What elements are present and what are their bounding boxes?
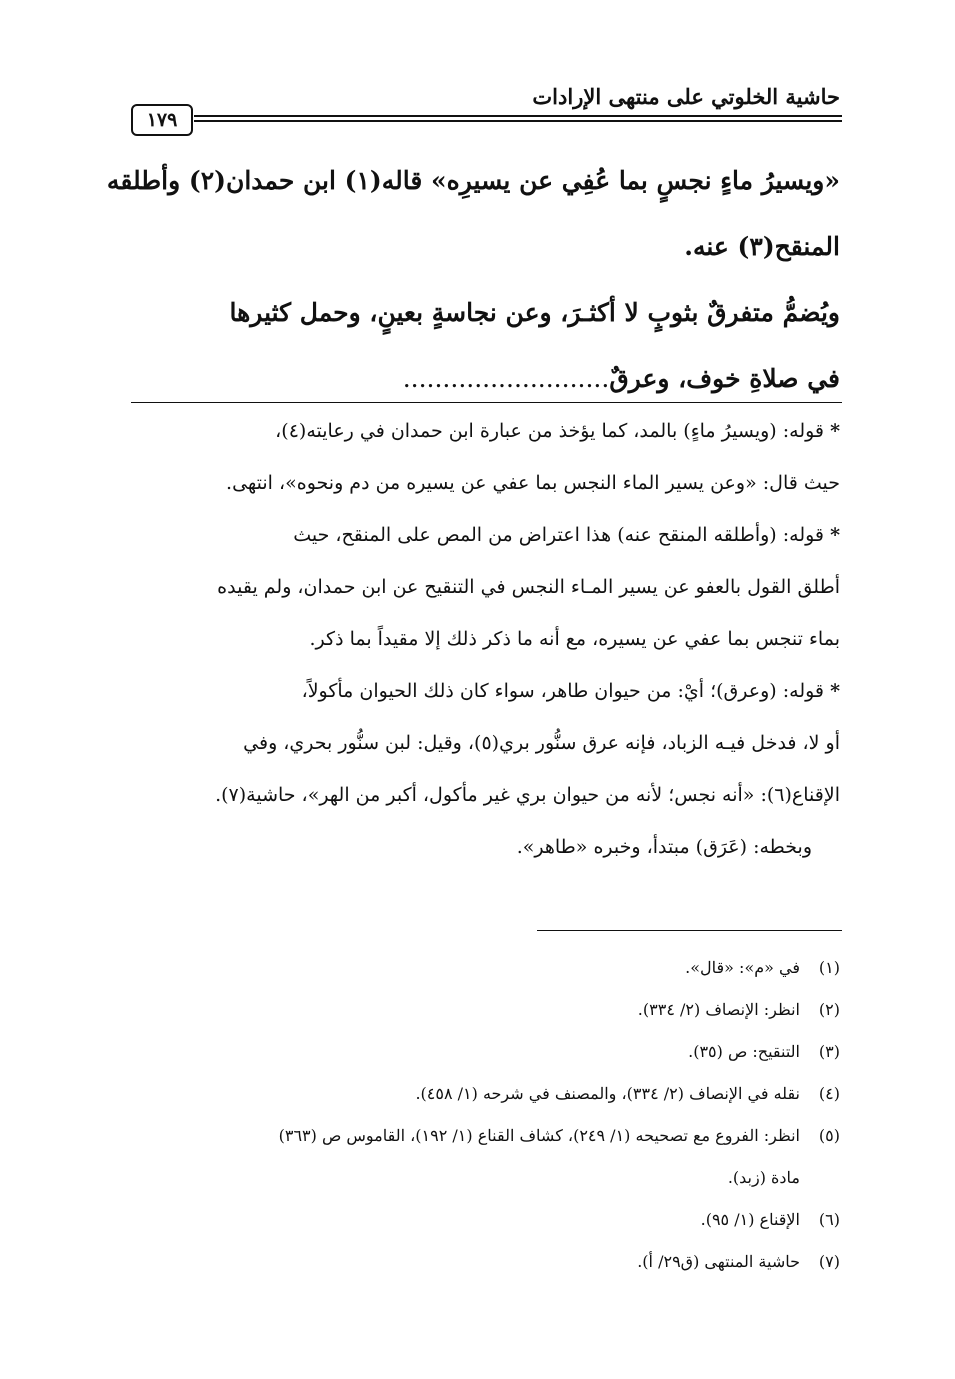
page-number: ١٧٩ — [131, 104, 193, 136]
commentary-line — [128, 405, 840, 457]
footnote-number: (٥) — [818, 1126, 840, 1145]
matn-line: ويُضمُّ متفرقٌ بثوبٍ لا أكثـرَ، وعن نجاسةٍ بعينٍ، وحمل كثيرها — [229, 298, 840, 327]
footnote-item — [128, 1241, 840, 1283]
commentary-text: قوله: (وعرق)؛ أيْ: من حيوان طاهر، سواء كان ذلك الحيوان مأكولاً، — [301, 680, 825, 702]
commentary-line — [128, 561, 840, 613]
footnote-continuation: مادة (زبد). — [727, 1168, 800, 1187]
commentary-line — [128, 717, 840, 769]
footnote-number: (٣) — [818, 1042, 840, 1061]
footnote-item — [128, 1073, 840, 1115]
commentary-line — [128, 613, 840, 665]
star-marker: * — [830, 680, 840, 702]
matn-text — [106, 148, 840, 412]
matn-line: المنقح(٣) عنه. — [684, 232, 840, 261]
footnote-text: انظر: الفروع مع تصحيحه (١/ ٢٤٩)، كشاف القناع (١/ ١٩٢)، القاموس ص (٣٦٣) — [278, 1126, 800, 1145]
footnote-text: انظر: الإنصاف (٢/ ٣٣٤). — [637, 1000, 800, 1019]
footnote-text: في «م»: «قال». — [685, 958, 800, 977]
footnote-item — [128, 947, 840, 989]
footnote-item — [128, 1031, 840, 1073]
footnote-text: التنقيح: ص (٣٥). — [688, 1042, 800, 1061]
commentary-text: قوله: (وأطلقه المنقح عنه) هذا اعتراض من المص على المنقح، حيث — [293, 524, 825, 546]
star-marker: * — [830, 420, 840, 442]
footnote-text: حاشية المنتهى (ق٢٩/ أ). — [637, 1252, 800, 1271]
matn-line: في صلاةِ خوف، وعرقٌ — [609, 364, 840, 393]
footnote-number: (٤) — [818, 1084, 840, 1103]
footnote-number: (٦) — [818, 1210, 840, 1229]
commentary-line — [128, 457, 840, 509]
commentary-line — [128, 821, 840, 873]
commentary-text: قوله: (ويسيرُ ماءٍ) بالمد، كما يؤخذ من عبارة ابن حمدان في رعايته(٤)، — [275, 420, 825, 442]
header-rule-top — [194, 115, 842, 117]
footnote-text: الإقناع (١/ ٩٥). — [700, 1210, 800, 1229]
footnote-text: نقله في الإنصاف (٢/ ٣٣٤)، والمصنف في شرحه (١/ ٤٥٨). — [415, 1084, 800, 1103]
footnotes — [128, 947, 840, 1283]
running-title: حاشية الخلوتي على منتهى الإرادات — [532, 84, 840, 109]
commentary-text: حيث قال: «وعن يسير الماء النجس بما عفي عن يسيره من دم ونحوه»، انتهى. — [226, 472, 840, 494]
matn-line: «ويسيرُ ماءٍ نجسٍ بما عُفِي عن يسيرِه» قاله(١) ابن حمدان(٢) وأطلقه — [106, 166, 840, 195]
commentary-text: أو لا، فدخل فيـه الزباد، فإنه عرق سنُّور بري(٥)، وقيل: لبن سنُّور بحري، وفي — [243, 732, 840, 754]
commentary-text: بماء تنجس بما عفي عن يسيره، مع أنه ما ذكر ذلك إلا مقيداً بما ذكر. — [309, 628, 840, 650]
commentary-line — [128, 769, 840, 821]
commentary-text: أطلق القول بالعفو عن يسير المـاء النجس في التنقيح عن ابن حمدان، ولم يقيده — [217, 576, 840, 598]
footnote-divider — [537, 930, 842, 931]
footnote-number: (٢) — [818, 1000, 840, 1019]
commentary-line — [128, 665, 840, 717]
footnote-item — [128, 1199, 840, 1241]
commentary-text: الإقناع(٦): «أنه نجس؛ لأنه من حيوان بري غير مأكول، أكبر من الهر»، حاشية(٧). — [215, 784, 840, 806]
footnote-number: (١) — [818, 958, 840, 977]
footnote-item — [128, 1115, 840, 1199]
commentary-line — [128, 509, 840, 561]
dot-leader: .......................... — [402, 364, 610, 393]
commentary — [128, 405, 840, 873]
footnote-number: (٧) — [818, 1252, 840, 1271]
matn-sharh-divider — [131, 402, 842, 403]
commentary-text: وبخطه: (عَرَق) مبتدأ، وخبره «طاهر». — [516, 836, 812, 858]
star-marker: * — [830, 524, 840, 546]
footnote-item — [128, 989, 840, 1031]
header-rule-bottom — [194, 120, 842, 122]
